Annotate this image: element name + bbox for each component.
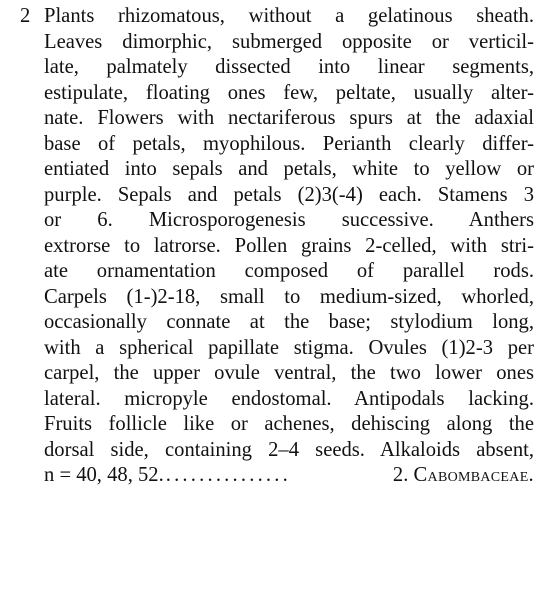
key-line-1 [20, 4, 534, 30]
key-line-13: occasionally connate at the base; stylodium long, [44, 311, 534, 333]
key-line-9: or 6. Microsporogenesis successive. Anthers [44, 209, 534, 231]
key-line-3: late, palmately dissected into linear segments, [44, 56, 534, 78]
key-line-2: Leaves dimorphic, submerged opposite or verticil- [44, 30, 534, 53]
key-couplet-number: 2 [20, 5, 31, 27]
chromosome-number: n = 40, 48, 52. [44, 464, 164, 486]
key-line-10: extrorse to latrorse. Pollen grains 2-celled, with stri- [44, 234, 534, 257]
key-line-11: ate ornamentation composed of parallel rods. [44, 260, 534, 282]
key-line-6: base of petals, myophilous. Perianth clearly differ- [44, 132, 534, 155]
key-line-14: with a spherical papillate stigma. Ovules (1)2-3 per [44, 336, 534, 359]
leader-dots: ............... [165, 464, 291, 486]
key-line-16: lateral. micropyle endostomal. Antipodals lacking. [44, 387, 534, 410]
key-line-15: carpel, the upper ovule ventral, the two lower ones [44, 362, 534, 384]
key-entry [20, 4, 534, 489]
key-line-5: nate. Flowers with nectariferous spurs at the adaxial [44, 107, 534, 129]
taxon-name: Cabombaceae. [413, 464, 534, 486]
key-line-7: entiated into sepals and petals, white to yellow or [44, 158, 534, 180]
key-line-12: Carpels (1-)2-18, small to medium-sized, whorled, [44, 285, 534, 308]
key-line-17: Fruits follicle like or achenes, dehiscing along the [44, 413, 534, 435]
key-line-text: Plants rhizomatous, without a gelatinous sheath. [44, 5, 534, 27]
key-line-18: dorsal side, containing 2–4 seeds. Alkaloids absent, [44, 438, 534, 461]
lead-to-number: 2. [392, 464, 409, 486]
key-line-8: purple. Sepals and petals (2)3(-4) each. Stamens 3 [44, 183, 534, 206]
key-line-4: estipulate, floating ones few, peltate, usually alter- [44, 81, 534, 104]
key-line-final [20, 463, 534, 489]
